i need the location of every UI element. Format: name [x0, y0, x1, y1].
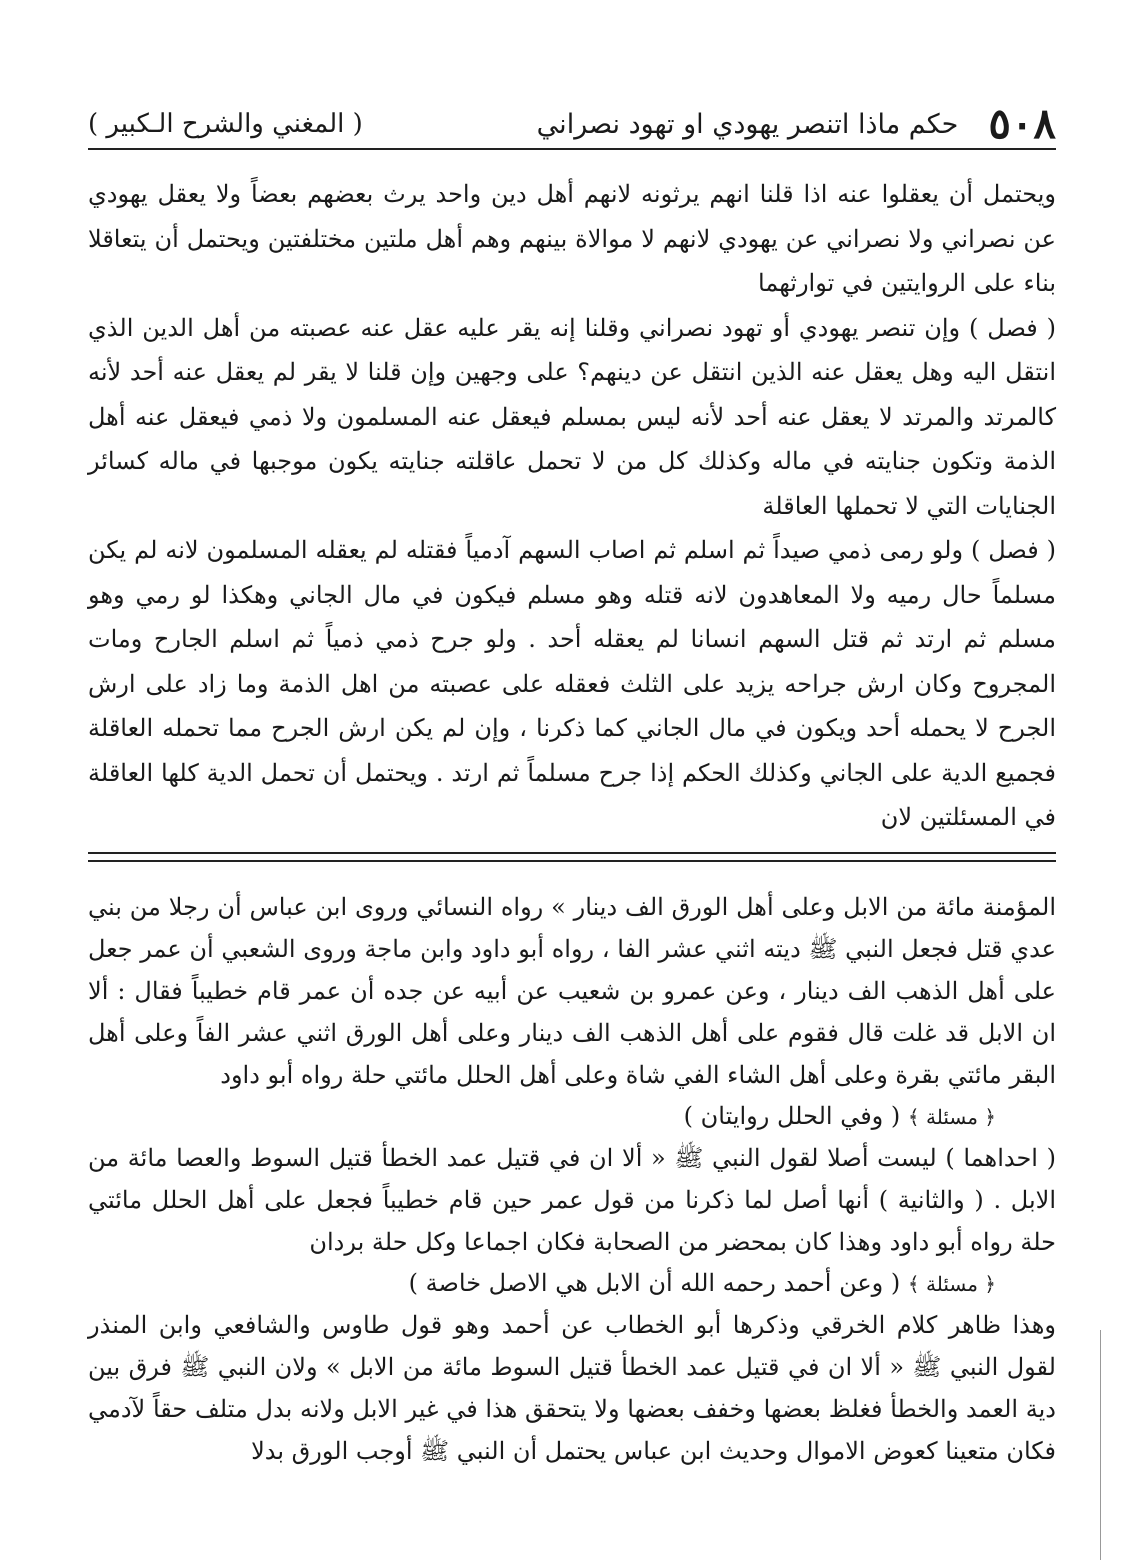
masala-text: ( وعن أحمد رحمه الله أن الابل هي الاصل خاصة ) [408, 1268, 901, 1297]
commentary-paragraph: ( احداهما ) ليست أصلا لقول النبي ﷺ « ألا ان في قتيل عمد الخطأ قتيل السوط والعصا مائة من الابل . ( والثانية ) أنها أصل لما ذكرنا من قول عمر حين قام خطيباً فجعل على أهل الحلل مائتي حلة رواه أبو داود وهذا كان بمحضر من الصحابة فكان اجماعا وكل حلة بردان [88, 1143, 1057, 1256]
section-divider [88, 852, 1056, 862]
masala-heading [88, 1096, 1056, 1137]
commentary-paragraph: المؤمنة مائة من الابل وعلى أهل الورق الف دينار » رواه النسائي وروى ابن عباس أن رجلا من بني عدي قتل فجعل النبي ﷺ ديته اثني عشر الفا ، رواه أبو داود وابن ماجة وروى الشعبي أن عمر جعل على أهل الذهب الف دينار ، وعن عمرو بن شعيب عن أبيه عن جده أن عمر قام خطيباً فقال : ألا ان الابل قد غلت قال فقوم على أهل الذهب الف دينار وعلى أهل الورق اثني عشر الفاً وعلى أهل البقر مائتي بقرة وعلى أهل الشاء الفي شاة وعلى أهل الحلل مائتي حلة رواه أبو داود [88, 892, 1056, 1089]
book-title: ( المغني والشرح الـكبير ) [88, 109, 363, 139]
page-header [88, 100, 1056, 150]
document-page [88, 100, 1056, 1500]
commentary-text [88, 886, 1056, 1472]
commentary-paragraph: وهذا ظاهر كلام الخرقي وذكرها أبو الخطاب عن أحمد وهو قول طاوس والشافعي وابن المنذر لقول النبي ﷺ « ألا ان في قتيل عمد الخطأ قتيل السوط مائة من الابل » ولان النبي ﷺ فرق بين دية العمد والخطأ فغلظ بعضها وخفف بعضها ولا يتحقق هذا في غير الابل ولانه بدل متلف حقاً لآدمي فكان متعينا كعوض الاموال وحديث ابن عباس يحتمل أن النبي ﷺ أوجب الورق بدلا [88, 1310, 1056, 1465]
masala-mark: ﴿ مسئلة ﴾ [907, 1271, 996, 1296]
masala-mark: ﴿ مسئلة ﴾ [907, 1104, 996, 1129]
main-text [88, 172, 1056, 840]
section-title: حكم ماذا اتنصر يهودي او تهود نصراني [536, 108, 959, 140]
masala-text: ( وفي الحلل روايتان ) [683, 1101, 901, 1130]
main-paragraph: ( فصل ) ولو رمى ذمي صيداً ثم اسلم ثم اصاب السهم آدمياً فقتله لم يعقله المسلمون لانه لم يكن مسلماً حال رميه ولا المعاهدون لانه قتله وهو مسلم فيكون في مال الجاني وهكذا لو رمي وهو مسلم ثم ارتد ثم قتل السهم انسانا لم يعقله أحد . ولو جرح ذمي ذمياً ثم اسلم الجارح ومات المجروح وكان ارش جراحه يزيد على الثلث فعقله على عصبته من اهل الذمة وما زاد على ارش الجرح لا يحمله أحد ويكون في مال الجاني كما ذكرنا ، وإن لم يكن ارش الجرح مما تحمله العاقلة فجميع الدية على الجاني وكذلك الحكم إذا جرح مسلماً ثم ارتد . ويحتمل أن تحمل الدية كلها العاقلة في المسئلتين لان [88, 536, 1056, 831]
main-paragraph: ( فصل ) وإن تنصر يهودي أو تهود نصراني وقلنا إنه يقر عليه عقل عنه عصبته من أهل الدين الذي انتقل اليه وهل يعقل عنه الذين انتقل عن دينهم؟ على وجهين وإن قلنا لا يقر لم يعقل عنه أحد لأنه كالمرتد والمرتد لا يعقل عنه أحد لأنه ليس بمسلم فيعقل عنه المسلمون ولا ذمي فيعقل عنه أهل الذمة وتكون جنايته في ماله وكذلك كل من لا تحمل عاقلته جنايته يكون موجبها في ماله كسائر الجنايات التي لا تحملها العاقلة [88, 313, 1057, 520]
page-number: ٥٠٨ [988, 99, 1056, 148]
masala-heading [88, 1263, 1056, 1304]
main-paragraph: ويحتمل أن يعقلوا عنه اذا قلنا انهم يرثونه لانهم أهل دين واحد يرث بعضهم بعضاً ولا يعقل يهودي عن نصراني ولا نصراني عن يهودي لانهم لا موالاة بينهم وهم أهل ملتين مختلفتين ويحتمل أن يتعاقلا بناء على الروايتين في توارثهما [88, 180, 1056, 297]
page-edge-mark [1100, 1330, 1101, 1560]
